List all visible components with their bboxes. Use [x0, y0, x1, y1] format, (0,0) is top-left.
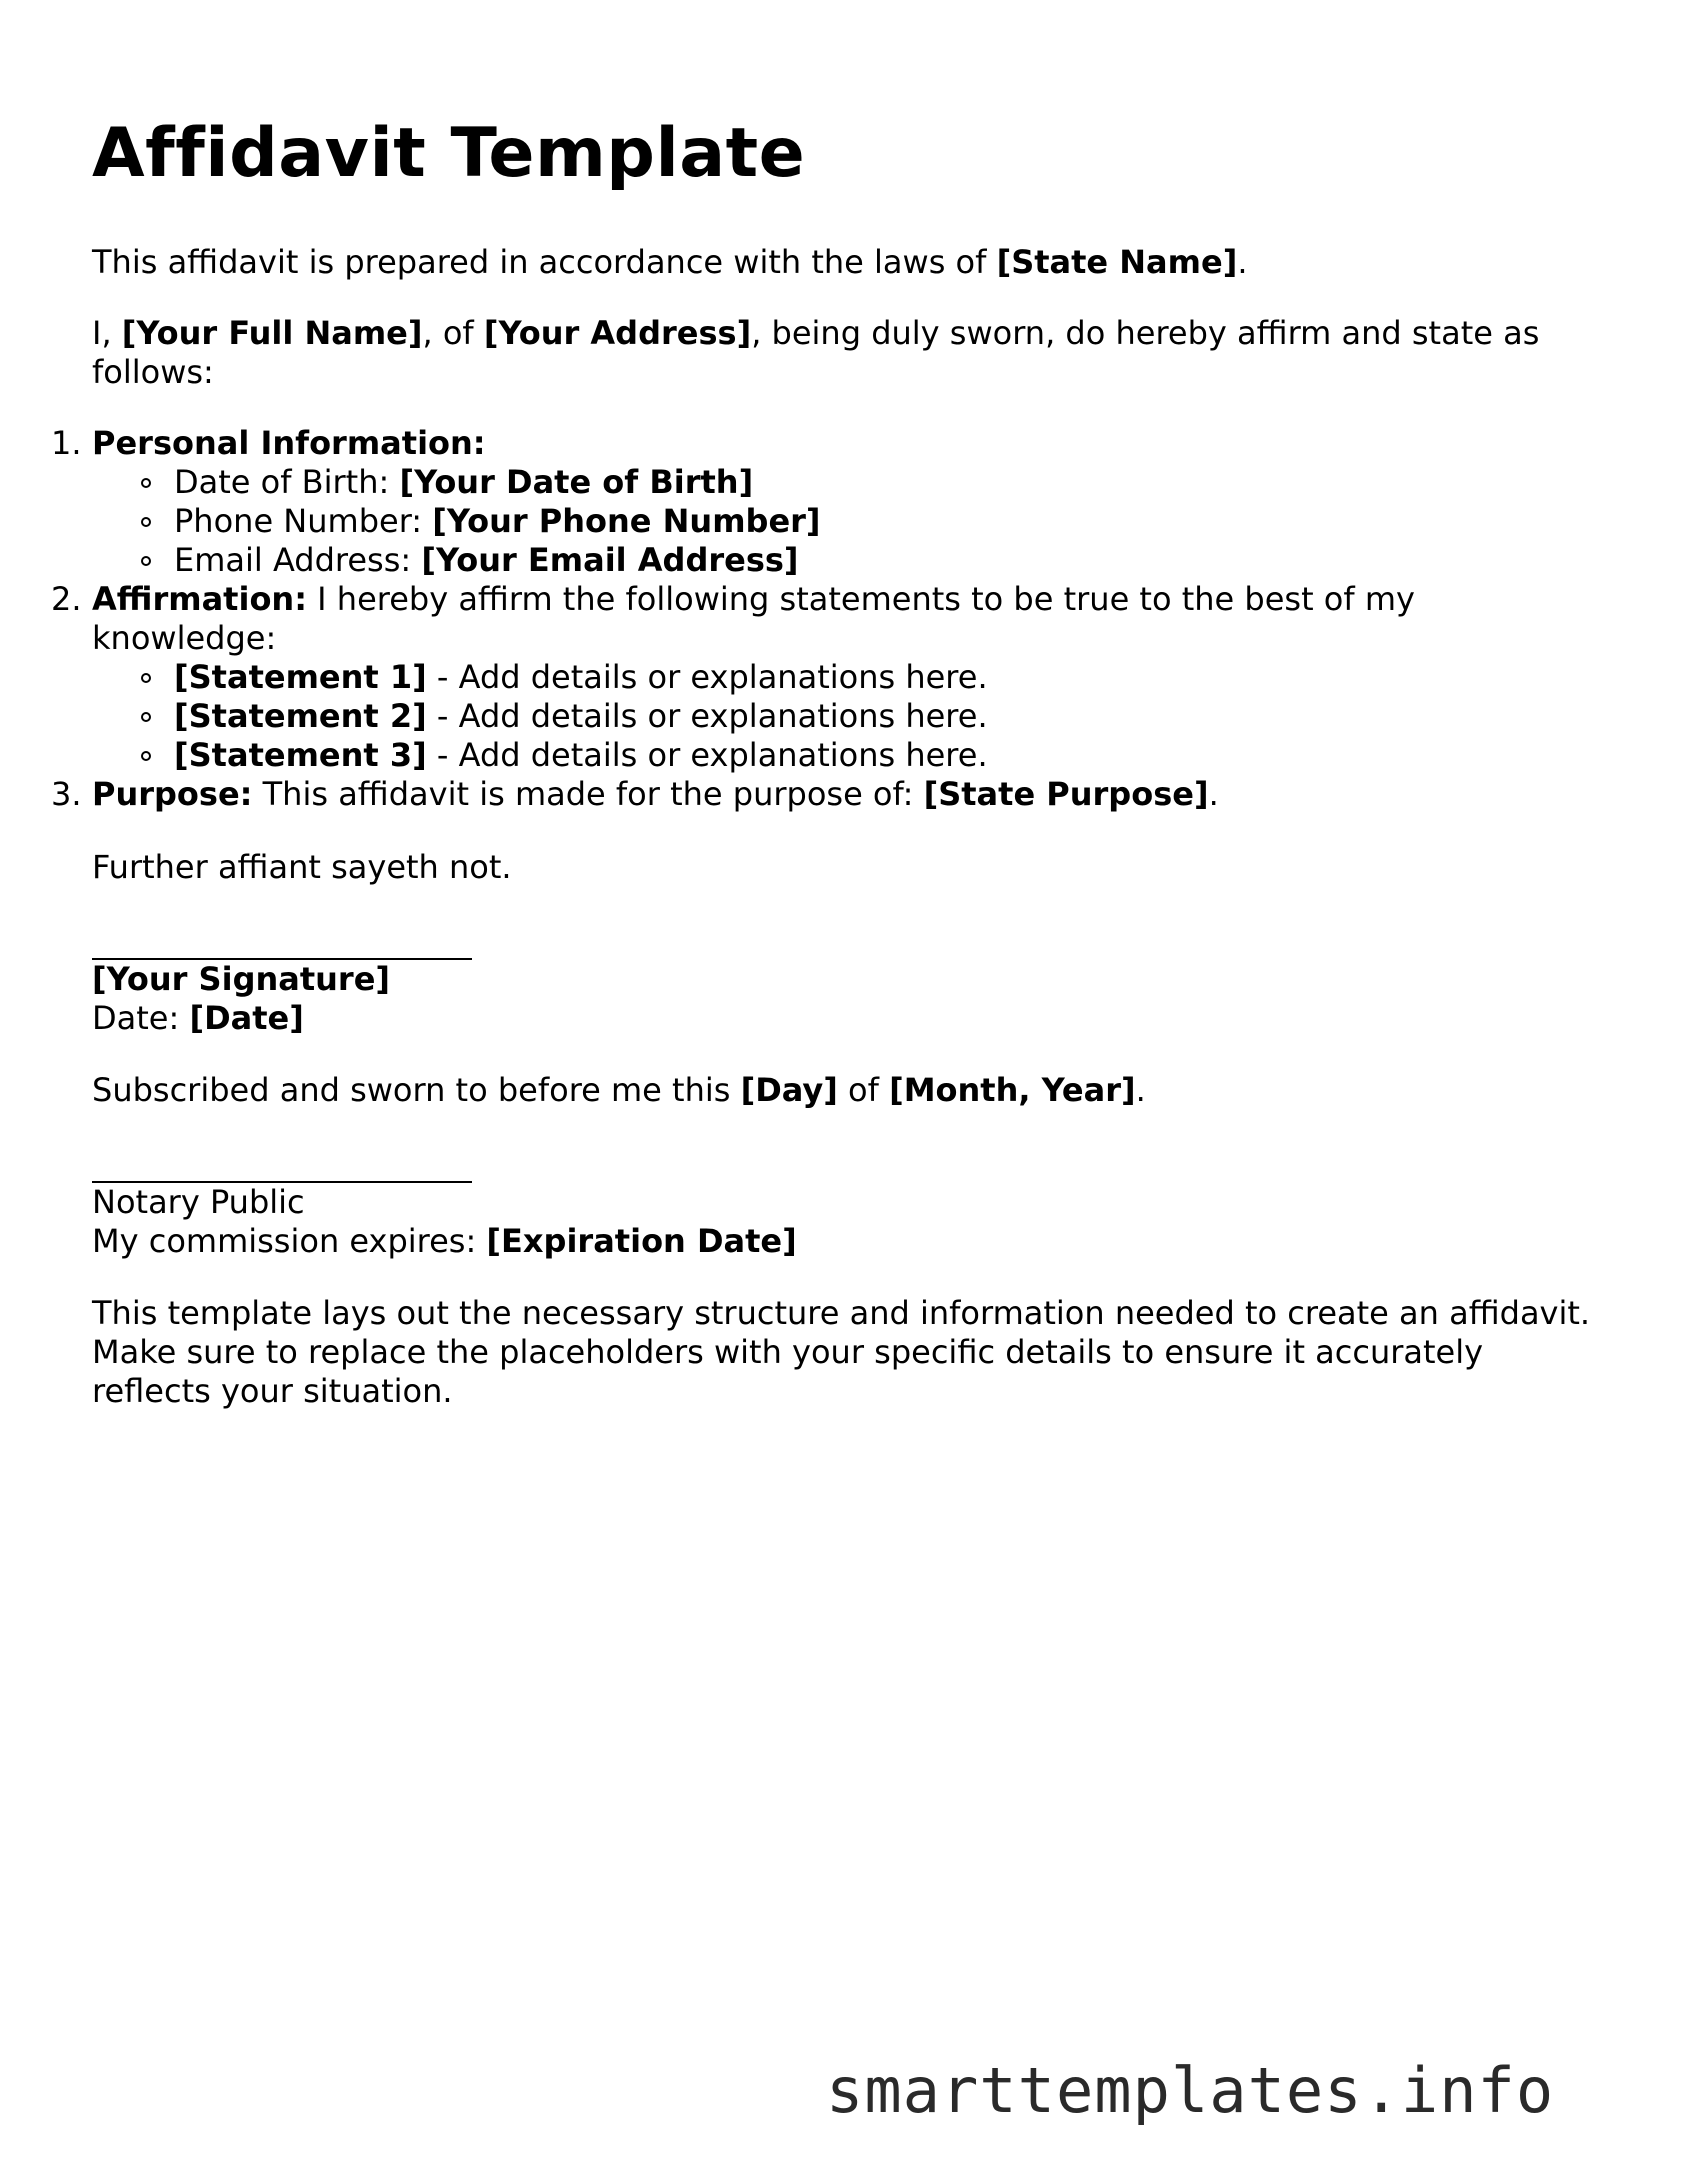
declaration-paragraph: [92, 314, 1602, 392]
statement-placeholder: [Statement 1]: [174, 658, 427, 696]
field-label: Email Address:: [174, 541, 422, 579]
list-heading: Personal Information:: [92, 424, 486, 462]
bullet-icon: [141, 712, 151, 722]
bullet-icon: [141, 517, 151, 527]
sworn-statement: [92, 1071, 1602, 1110]
bullet-icon: [141, 751, 151, 761]
address-placeholder: [Your Address]: [483, 314, 752, 352]
list-item: [92, 541, 1602, 580]
signature-block: [92, 960, 1602, 999]
list-item: [92, 736, 1602, 775]
expiration-date-placeholder: [Expiration Date]: [486, 1222, 797, 1260]
field-label: Phone Number:: [174, 502, 433, 540]
bullet-icon: [141, 673, 151, 683]
list-number: 2.: [51, 580, 82, 618]
declaration-text-2: , of: [422, 314, 484, 352]
list-item: [92, 463, 1602, 502]
statement-placeholder: [Statement 3]: [174, 736, 427, 774]
list-text: I hereby affirm the following statements to be true to the best of my knowledge:: [92, 580, 1415, 657]
day-placeholder: [Day]: [740, 1071, 838, 1109]
notary-commission: [92, 1222, 1602, 1261]
list-number: 1.: [51, 424, 82, 462]
email-address-placeholder: [Your Email Address]: [421, 541, 799, 579]
state-name-placeholder: [State Name]: [996, 243, 1238, 281]
sworn-text-2: of: [837, 1071, 890, 1109]
list-text: This affidavit is made for the purpose of:: [252, 775, 924, 813]
list-end: .: [1208, 775, 1219, 813]
commission-label: My commission expires:: [92, 1222, 487, 1260]
page-title: Affidavit Template: [92, 114, 806, 193]
sub-list: [92, 463, 1602, 580]
phone-number-placeholder: [Your Phone Number]: [432, 502, 821, 540]
declaration-text-1: I,: [92, 314, 122, 352]
list-item: [92, 697, 1602, 736]
list-heading: Purpose:: [92, 775, 253, 813]
notary-title: Notary Public: [92, 1183, 305, 1221]
sub-list: [92, 658, 1602, 775]
intro-end: .: [1237, 243, 1248, 281]
statement-text: - Add details or explanations here.: [426, 658, 988, 696]
month-year-placeholder: [Month, Year]: [889, 1071, 1136, 1109]
list-item-purpose: [9, 775, 1602, 814]
bullet-icon: [141, 556, 151, 566]
statement-placeholder: [Statement 2]: [174, 697, 427, 735]
template-note: This template lays out the necessary structure and information needed to create an affidavit. Make sure to replace the placeholders with your specific details to ensure it accurately reflects your situation.: [92, 1294, 1591, 1410]
intro-text: This affidavit is prepared in accordance with the laws of: [92, 243, 997, 281]
date-placeholder: [Date]: [189, 999, 304, 1037]
list-heading: Affirmation:: [92, 580, 307, 618]
declaration-text-3: , being duly sworn, do hereby affirm and state as follows:: [92, 314, 1540, 391]
bullet-icon: [141, 478, 151, 488]
list-item-personal-information: [9, 424, 1602, 580]
statement-text: - Add details or explanations here.: [426, 697, 988, 735]
intro-paragraph: [92, 243, 1602, 282]
closing-statement: Further affiant sayeth not.: [92, 848, 512, 886]
signature-date: [92, 999, 1602, 1038]
sworn-end: .: [1135, 1071, 1146, 1109]
state-purpose-placeholder: [State Purpose]: [923, 775, 1209, 813]
full-name-placeholder: [Your Full Name]: [121, 314, 423, 352]
list-item-affirmation: [9, 580, 1602, 775]
list-item: [92, 502, 1602, 541]
field-label: Date of Birth:: [174, 463, 400, 501]
date-label: Date:: [92, 999, 190, 1037]
list-number: 3.: [51, 775, 82, 813]
statement-text: - Add details or explanations here.: [426, 736, 988, 774]
watermark: smarttemplates.info: [826, 2054, 1555, 2127]
sworn-text-1: Subscribed and sworn to before me this: [92, 1071, 741, 1109]
list-item: [92, 658, 1602, 697]
numbered-list: [9, 424, 1602, 814]
date-of-birth-placeholder: [Your Date of Birth]: [399, 463, 754, 501]
signature-placeholder: [Your Signature]: [92, 960, 391, 998]
